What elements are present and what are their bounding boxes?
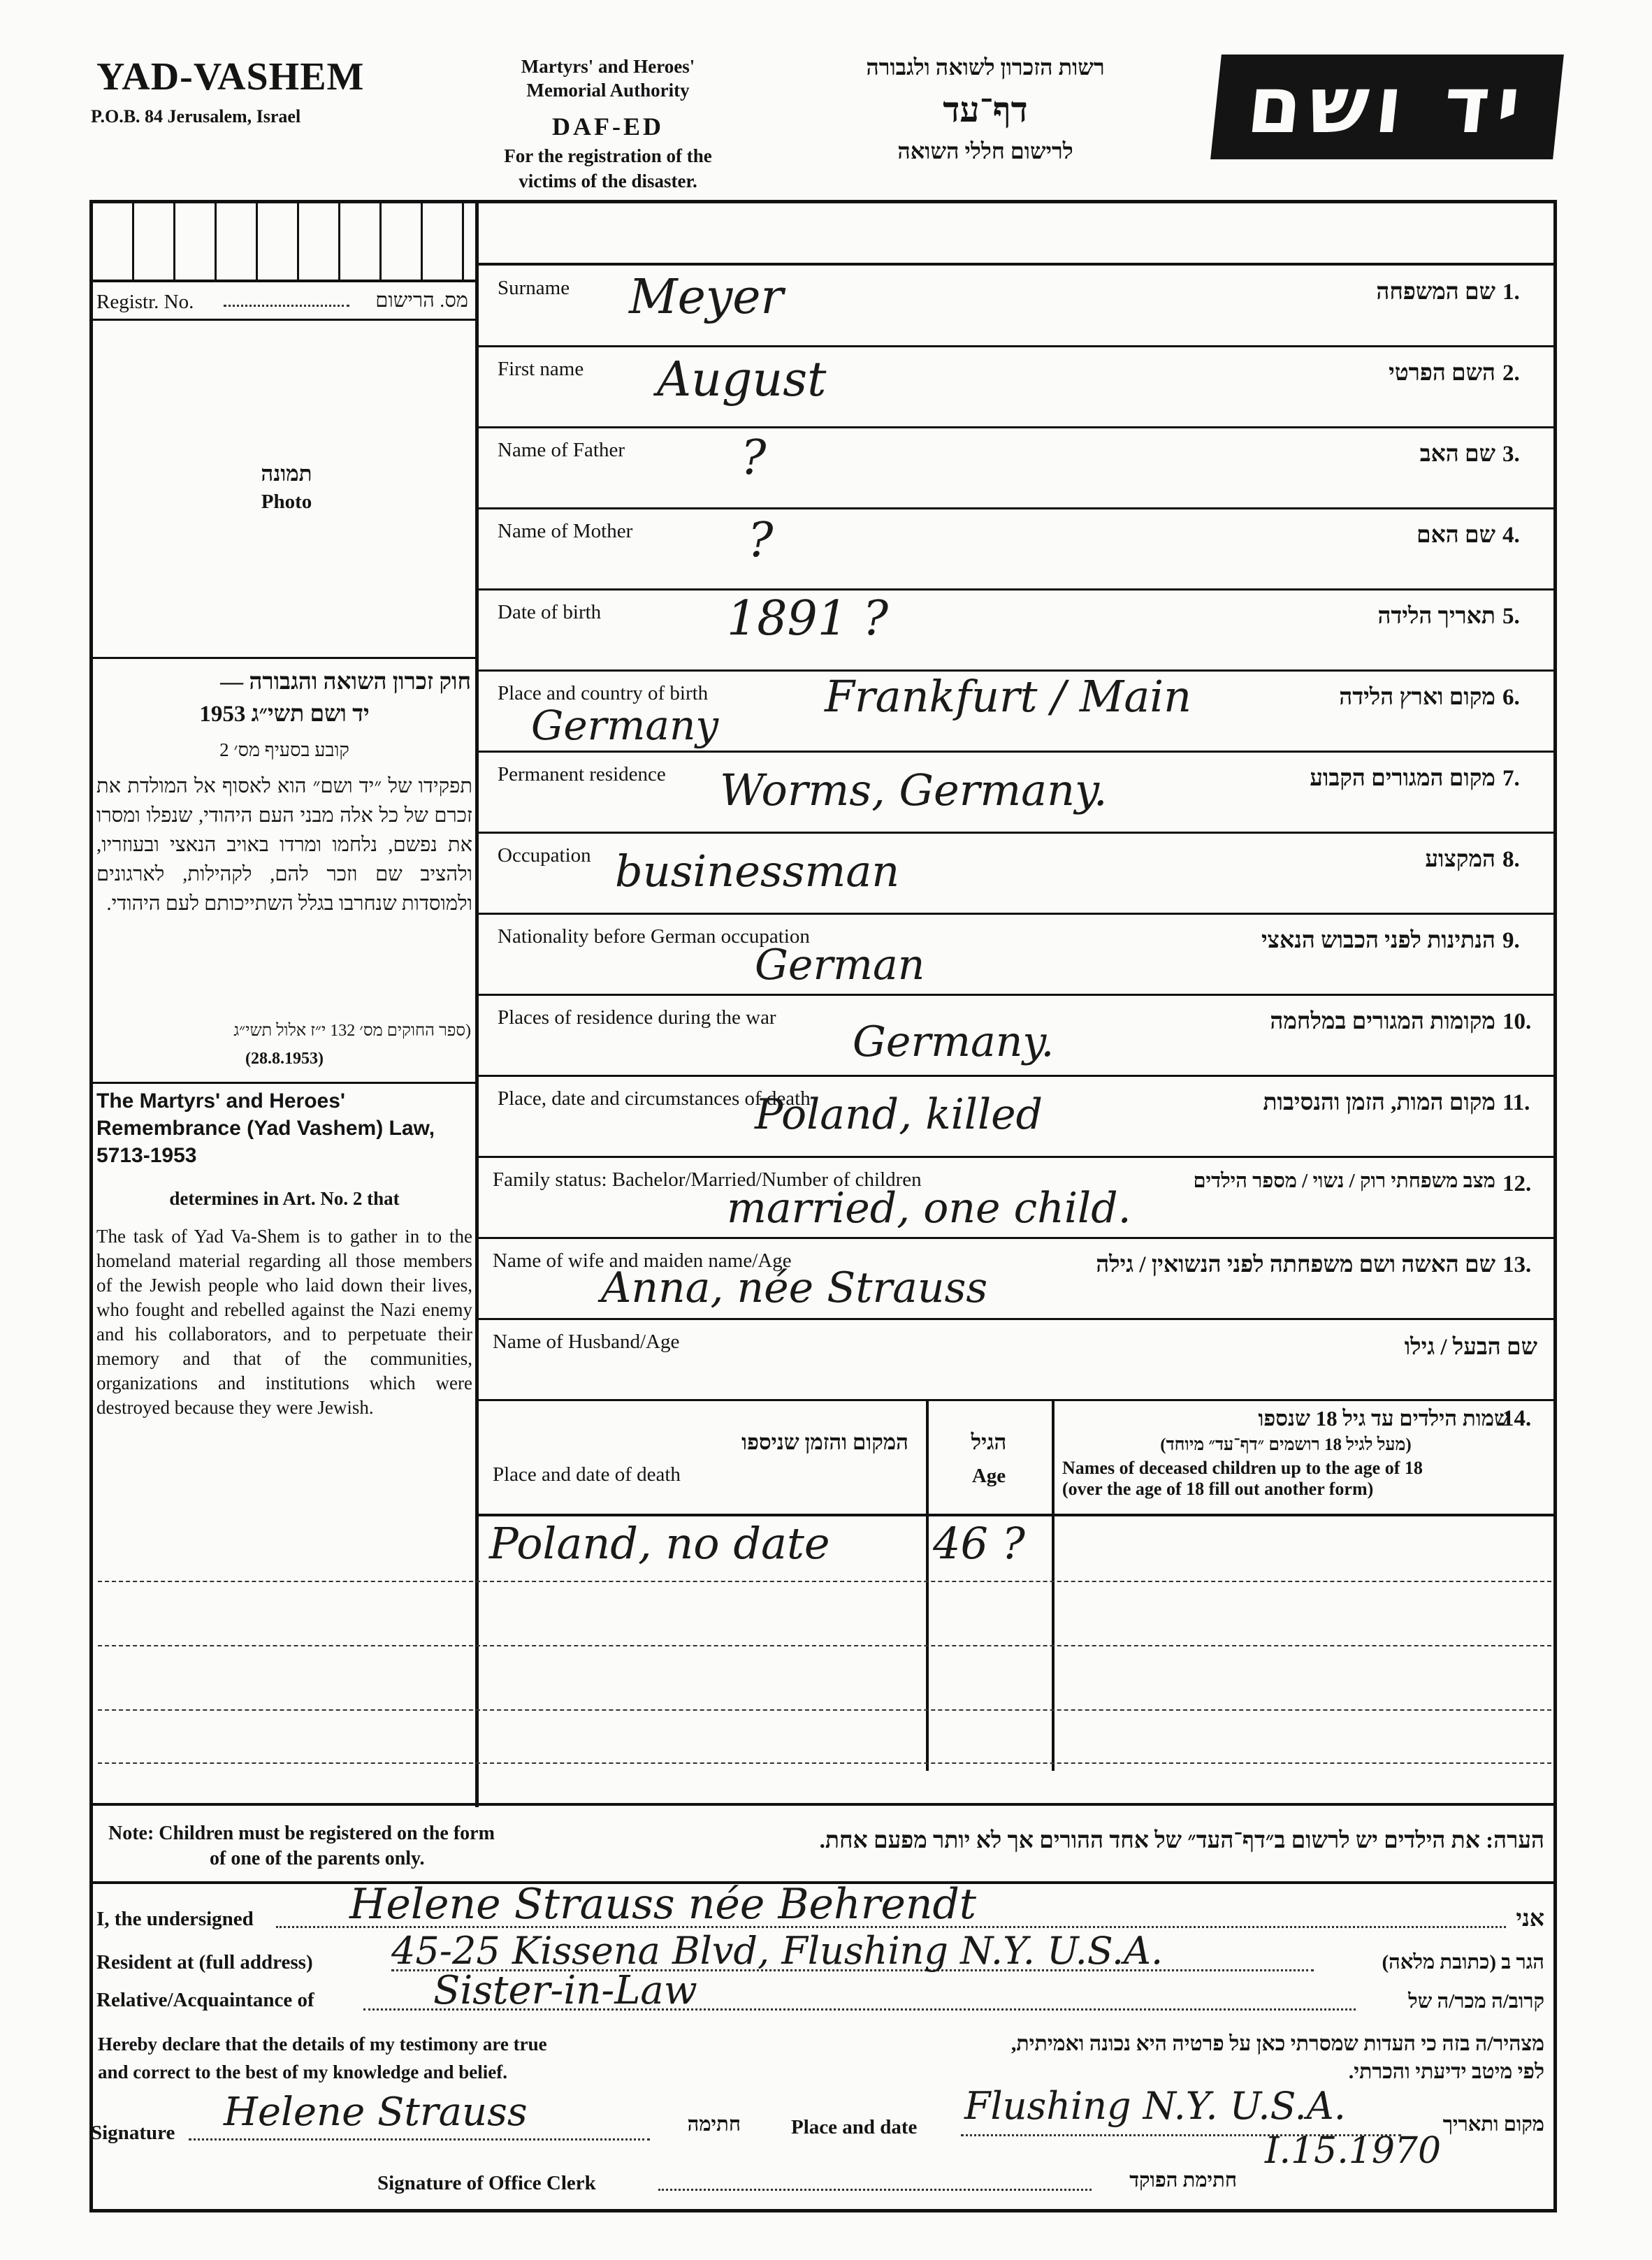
note-en-line2: of one of the parents only.	[210, 1848, 425, 1869]
children-en-sub: (over the age of 18 fill out another form)	[1062, 1479, 1374, 1499]
children-place-heb: המקום והזמן שניספו	[741, 1430, 908, 1454]
field-dob-value[interactable]: 1891 ?	[727, 591, 889, 646]
signature-value[interactable]: Helene Strauss	[224, 2089, 528, 2135]
relative-label: Relative/Acquaintance of	[96, 1989, 314, 2011]
heb-title: דף־עד	[943, 90, 1028, 129]
field-occupation-heb: המקצוע	[1425, 847, 1495, 872]
heb-hereby2: לפי מיטב ידיעתי והכרתי.	[1348, 2060, 1544, 2083]
heb-subtitle: לרישום חללי השואה	[897, 138, 1073, 164]
field-family-value[interactable]: married, one child.	[727, 1184, 1131, 1233]
children-age-heb: הגיל	[971, 1430, 1007, 1454]
field-wife-label: Name of wife and maiden name/Age	[493, 1249, 792, 1272]
field-father-value[interactable]: ?	[741, 430, 767, 486]
children-num: 14.	[1502, 1406, 1532, 1431]
field-3-num: 3.	[1502, 442, 1520, 467]
law-en-title: The Martyrs' and Heroes' Remembrance (Yad Vashem) Law, 5713-1953	[96, 1089, 435, 1167]
hereby-line2: and correct to the best of my knowledge and belief.	[98, 2062, 507, 2082]
child-row-age[interactable]: 46 ?	[933, 1518, 1025, 1569]
field-birthplace-label: Place and country of birth	[498, 682, 709, 704]
field-residence-value[interactable]: Worms, Germany.	[720, 765, 1108, 816]
field-nationality-value[interactable]: German	[755, 941, 925, 990]
field-birthplace-heb: מקום וארץ הלידה	[1339, 685, 1495, 710]
field-father-heb: שם האב	[1419, 442, 1495, 467]
relative-value[interactable]: Sister-in-Law	[433, 1968, 697, 2013]
field-1-num: 1.	[1502, 280, 1520, 305]
authority-line2: Memorial Authority	[526, 80, 690, 101]
field-4-num: 4.	[1502, 523, 1520, 548]
field-husband-heb: שם הבעל / גילו	[1404, 1335, 1537, 1360]
field-9-num: 9.	[1502, 928, 1520, 953]
registry-tick-boxes	[93, 203, 475, 280]
photo-heb: תמונה	[261, 461, 312, 486]
field-family-heb: מצב משפחתי רוק / נשוי / מספר הילדים	[1193, 1170, 1495, 1192]
field-wife-heb: שם האשה ושם משפחתה לפני הנשואין / גילה	[1096, 1252, 1495, 1277]
field-death-label: Place, date and circumstances of death	[498, 1087, 811, 1110]
field-occupation-value[interactable]: businessman	[615, 846, 900, 897]
field-family-label: Family status: Bachelor/Married/Number of children	[493, 1168, 922, 1191]
child-row-place[interactable]: Poland, no date	[489, 1518, 830, 1569]
date-value[interactable]: I.15.1970	[1265, 2130, 1442, 2172]
field-6-num: 6.	[1502, 685, 1520, 710]
form-subtitle-line1: For the registration of the	[504, 145, 712, 166]
field-2-num: 2.	[1502, 361, 1520, 386]
undersigned-label: I, the undersigned	[96, 1908, 254, 1930]
field-dob-heb: תאריך הלידה	[1377, 604, 1495, 629]
resident-value[interactable]: 45-25 Kissena Blvd, Flushing N.Y. U.S.A.	[391, 1929, 1164, 1973]
field-husband-label: Name of Husband/Age	[493, 1331, 680, 1353]
note-en-line1: Note: Children must be registered on the form	[108, 1823, 495, 1844]
field-surname-value[interactable]: Meyer	[629, 270, 784, 325]
field-firstname-value[interactable]: August	[657, 352, 827, 407]
field-wartime-label: Places of residence during the war	[498, 1006, 776, 1029]
undersigned-value[interactable]: Helene Strauss née Behrendt	[349, 1880, 977, 1929]
hereby-line1: Hereby declare that the details of my testimony are true	[98, 2034, 547, 2055]
field-13-num: 13.	[1502, 1252, 1532, 1277]
org-name: YAD-VASHEM	[96, 55, 365, 99]
field-7-num: 7.	[1502, 766, 1520, 791]
place-date-heb: מקום ותאריך	[1442, 2113, 1544, 2136]
field-firstname-heb: השם הפרטי	[1389, 361, 1495, 386]
field-death-value[interactable]: Poland, killed	[755, 1090, 1043, 1139]
law-heb-body: תפקידו של ״יד ושם״ הוא לאסוף אל המולדת את זכרם של כל אלה מבני העם היהודי, שנפלו ומסרו את נפשם, נלחמו ומרדו באויב הנאצי ובעוזריו, ולהציב שם וזכר להם, לקהילות, לארגונים ולמוסדות שנחרבו בגלל השתייכותם לעם היהודי.	[96, 775, 472, 915]
field-12-num: 12.	[1502, 1171, 1532, 1196]
registry-heb-label: מס. הרישום	[375, 289, 468, 312]
heb-hereby1: מצהיר/ה בזה כי העדות שמסרתי כאן על פרטיה היא נכונה ואמיתית,	[1010, 2032, 1544, 2055]
authority-line1: Martyrs' and Heroes'	[521, 56, 695, 77]
resident-label: Resident at (full address)	[96, 1951, 313, 1973]
field-wartime-heb: מקומות המגורים במלחמה	[1270, 1009, 1495, 1034]
field-wartime-value[interactable]: Germany.	[853, 1017, 1055, 1066]
field-death-heb: מקום המות, הזמן והנסיבות	[1263, 1090, 1495, 1115]
field-birthplace-value[interactable]: Frankfurt / Main	[825, 671, 1192, 722]
field-occupation-label: Occupation	[498, 844, 591, 867]
signature-label: Signature	[91, 2122, 175, 2144]
resident-heb: הגר ב (כתובת מלאה)	[1382, 1951, 1544, 1973]
field-dob-label: Date of birth	[498, 601, 602, 623]
field-nationality-label: Nationality before German occupation	[498, 925, 810, 948]
field-birthcountry-value[interactable]: Germany	[531, 702, 719, 749]
field-10-num: 10.	[1502, 1009, 1532, 1034]
field-residence-heb: מקום המגורים הקבוע	[1310, 766, 1495, 791]
form-subtitle-line2: victims of the disaster.	[519, 171, 697, 191]
children-en-title: Names of deceased children up to the age of 18	[1062, 1458, 1423, 1478]
law-en-determines: determines in Art. No. 2 that	[169, 1188, 400, 1209]
law-en-body: The task of Yad Va-Shem is to gather in to the homeland material regarding all those members of the Jewish people who laid down their lives, who fought and rebelled against the Nazi enemy and his collaborators, and to perpetuate their memory and that of the communities, organizations and institutions which were destroyed because they were Jewish.	[96, 1226, 472, 1418]
field-nationality-heb: הנתינות לפני הכבוש הנאצי	[1261, 928, 1495, 953]
yad-vashem-logo	[1210, 55, 1564, 159]
place-value[interactable]: Flushing N.Y. U.S.A.	[964, 2084, 1346, 2128]
place-date-label: Place and date	[791, 2116, 918, 2138]
children-place-label: Place and date of death	[493, 1463, 681, 1486]
field-8-num: 8.	[1502, 847, 1520, 872]
law-heb-title3: קובע בסעיף מס׳ 2	[219, 739, 349, 760]
clerk-heb: חתימת הפוקד	[1129, 2169, 1237, 2192]
field-mother-heb: שם האם	[1416, 523, 1495, 548]
signature-heb: חתימה	[687, 2113, 741, 2136]
field-mother-value[interactable]: ?	[748, 513, 774, 568]
children-age-label: Age	[971, 1465, 1006, 1487]
org-address: P.O.B. 84 Jerusalem, Israel	[91, 106, 301, 126]
note-heb: הערה: את הילדים יש לרשום ב״דף־העד״ של אחד ההורים אך לא יותר מפעם אחת.	[819, 1828, 1544, 1853]
children-heb-sub: (מעל לגיל 18 רושמים ״דף־עד״ מיוחד)	[1160, 1435, 1412, 1454]
logo-text: יד ושם	[1242, 60, 1532, 151]
field-father-label: Name of Father	[498, 439, 625, 461]
law-date: (28.8.1953)	[245, 1050, 324, 1068]
field-firstname-label: First name	[498, 358, 584, 380]
registry-label: Registr. No.	[96, 291, 194, 313]
children-heb-title: שמות הילדים עד גיל 18 שנספו	[1258, 1406, 1509, 1430]
field-11-num: 11.	[1502, 1090, 1530, 1115]
relative-heb: קרוב/ה מכר/ה של	[1408, 1990, 1544, 2013]
field-mother-label: Name of Mother	[498, 520, 633, 542]
field-residence-label: Permanent residence	[498, 763, 666, 785]
field-surname-label: Surname	[498, 277, 570, 299]
field-surname-heb: שם המשפחה	[1376, 280, 1495, 305]
form-title: DAF-ED	[552, 113, 664, 140]
undersigned-heb: אני	[1516, 1906, 1544, 1932]
heb-authority: רשות הזכרון לשואה ולגבורה	[866, 55, 1105, 80]
law-heb-title1: חוק זכרון השואה והגבורה —	[220, 669, 471, 695]
law-heb-source: (ספר החוקים מס׳ 132 י״ז אלול תשי״ג	[233, 1022, 471, 1040]
photo-label: Photo	[261, 491, 312, 513]
field-wife-value[interactable]: Anna, née Strauss	[601, 1263, 988, 1312]
clerk-label: Signature of Office Clerk	[377, 2172, 596, 2194]
field-5-num: 5.	[1502, 604, 1520, 629]
law-heb-title2: יד ושם תשי״ג 1953	[199, 702, 370, 727]
